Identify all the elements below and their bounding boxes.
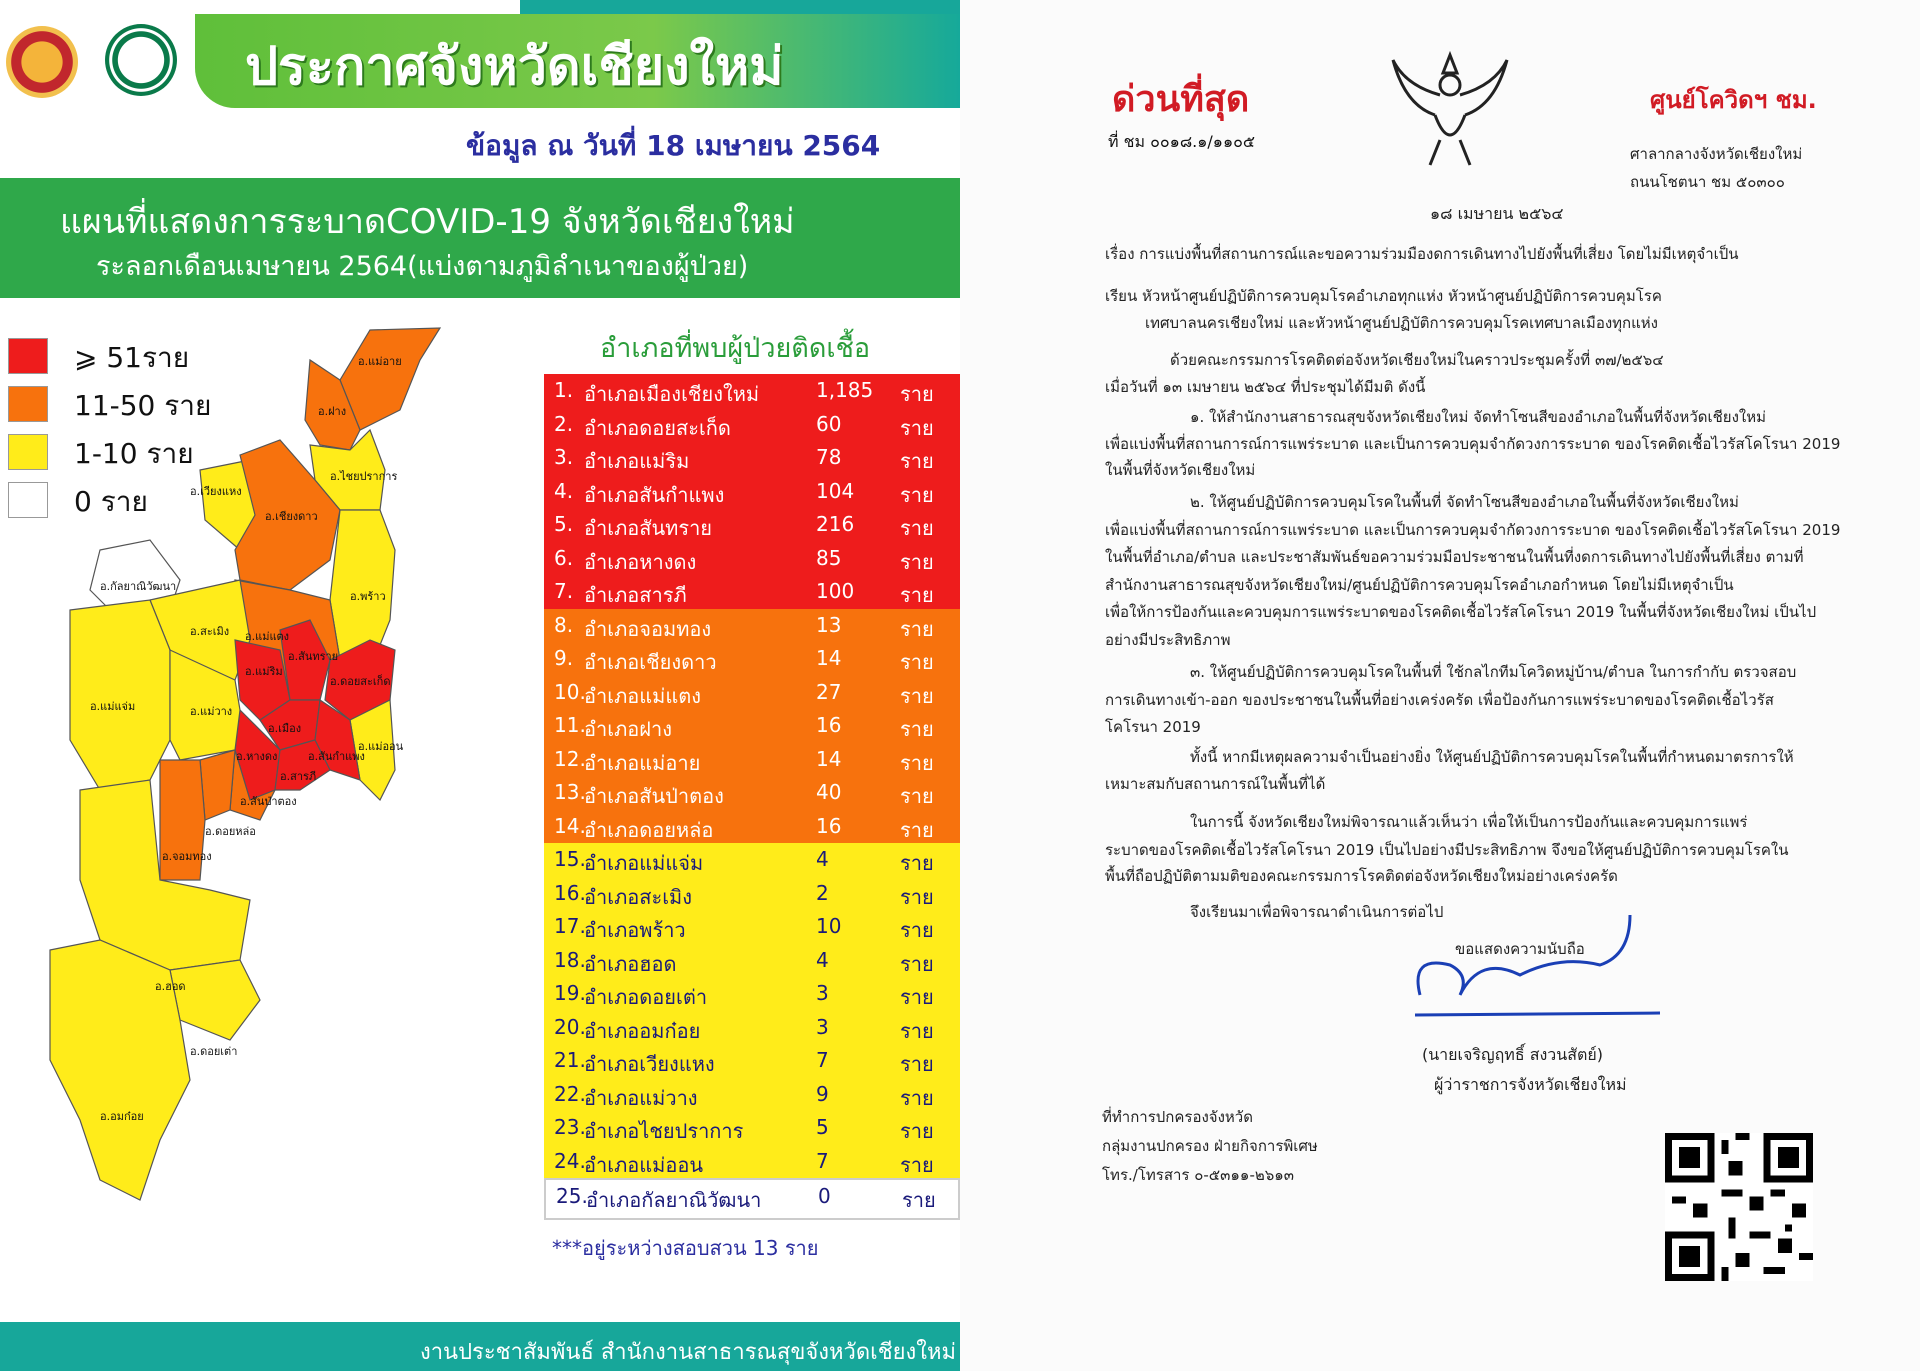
table-row — [544, 542, 960, 576]
district-name: อำเภอจอมทอง — [584, 616, 712, 641]
map-label-doi-tao: อ.ดอยเต่า — [190, 1045, 238, 1058]
table-row — [544, 843, 960, 877]
unit-label: ราย — [900, 382, 934, 406]
case-count: 40 — [816, 780, 842, 804]
case-count: 100 — [816, 579, 855, 603]
map-label-san-pa-tong: อ.สันป่าตอง — [240, 795, 297, 808]
map-label-chai-prakan: อ.ไชยปราการ — [330, 470, 398, 483]
office-line: ศาลากลางจังหวัดเชียงใหม่ — [1630, 145, 1803, 163]
district-name: อำเภอฮอด — [584, 951, 677, 976]
body-line: ๓. ให้ศูนย์ปฏิบัติการควบคุมโรคในพื้นที่ ใช้กลไกทีมโควิดหมู่บ้าน/ตำบล ในการกำกับ ตรวจสอบ — [1190, 663, 1797, 681]
case-count: 10 — [816, 914, 842, 938]
contact-line: กลุ่มงานปกครอง ฝ่ายกิจการพิเศษ — [1102, 1137, 1318, 1155]
map-label-doi-lo: อ.ดอยหล่อ — [205, 825, 256, 838]
row-number: 17. — [554, 914, 586, 938]
unit-label: ราย — [900, 415, 934, 440]
row-number: 14. — [554, 813, 586, 838]
table-row — [544, 408, 960, 442]
body-line: เพื่อแบ่งพื้นที่สถานการณ์การแพร่ระบาด และเป็นการควบคุมจำกัดวงการระบาด ของโรคติดเชื้อไวรัสโคโรนา 2019 — [1105, 521, 1841, 539]
map-label-kalayani: อ.กัลยาณิวัฒนา — [100, 580, 177, 593]
district-name: อำเภอดอยเต่า — [584, 985, 708, 1009]
district-doi-tao — [170, 960, 260, 1040]
row-number: 20. — [554, 1014, 586, 1039]
map-label-phrao: อ.พร้าว — [350, 590, 386, 603]
body-line: เหมาะสมกับสถานการณ์ในพื้นที่ได้ — [1105, 775, 1326, 793]
row-number: 21. — [554, 1048, 586, 1072]
row-number: 8. — [554, 612, 574, 637]
table-title: อำเภอที่พบผู้ป่วยติดเชื้อ — [600, 333, 871, 364]
covid-center-stamp: ศูนย์โควิดฯ ชม. — [1650, 86, 1817, 114]
map-label-omkoi: อ.อมก๋อย — [100, 1110, 144, 1123]
table-row — [544, 1078, 960, 1112]
public-health-logo — [105, 24, 177, 96]
table-row — [544, 441, 960, 475]
district-table — [544, 374, 960, 1220]
row-number: 6. — [554, 545, 574, 570]
unit-label: ราย — [900, 784, 934, 808]
urgent-stamp: ด่วนที่สุด — [1112, 78, 1250, 120]
table-row — [544, 1178, 960, 1220]
table-row — [544, 1011, 960, 1045]
footer-band — [0, 1322, 960, 1371]
title-banner — [195, 14, 960, 108]
closing-salutation: ขอแสดงความนับถือ — [1455, 940, 1585, 958]
row-number: 11. — [554, 713, 586, 737]
garuda-emblem-icon — [1385, 45, 1515, 175]
case-count: 2 — [816, 880, 829, 905]
body-line: ๒. ให้ศูนย์ปฏิบัติการควบคุมโรคในพื้นที่ จัดทำโซนสีของอำเภอในพื้นที่จังหวัดเชียงใหม่ — [1190, 493, 1739, 511]
map-label-saraphi: อ.สารภี — [280, 770, 317, 783]
case-count: 3 — [816, 1014, 829, 1039]
case-count: 14 — [816, 646, 842, 670]
map-label-san-kamphaeng: อ.สันกำแพง — [308, 750, 365, 763]
row-number: 7. — [554, 579, 574, 603]
row-number: 1. — [554, 378, 574, 402]
map-label-hang-dong: อ.หางดง — [236, 750, 278, 763]
signer-title: ผู้ว่าราชการจังหวัดเชียงใหม่ — [1434, 1075, 1627, 1094]
row-number: 13. — [554, 780, 586, 804]
map-subtitle: ระลอกเดือนเมษายน 2564(แบ่งตามภูมิลำเนาของผู้ป่วย) — [96, 251, 749, 282]
district-omkoi — [50, 940, 190, 1200]
unit-label: ราย — [900, 951, 934, 976]
body-line: โคโรนา 2019 — [1105, 718, 1201, 736]
map-label-fang: อ.ฝาง — [318, 405, 347, 418]
body-line: ในพื้นที่อำเภอ/ตำบล และประชาสัมพันธ์ขอความร่วมมือประชาชนในพื้นที่งดการเดินทางไปยังพื้นที่เสี่ยง ตามที่ — [1105, 548, 1804, 566]
map-label-mae-chaem: อ.แม่แจ่ม — [90, 700, 136, 713]
district-name: อำเภอหางดง — [584, 549, 697, 574]
unit-label: ราย — [900, 549, 934, 574]
case-count: 216 — [816, 512, 855, 536]
district-name: อำเภอดอยสะเก็ด — [584, 415, 731, 440]
body-line: ในพื้นที่จังหวัดเชียงใหม่ — [1105, 461, 1256, 479]
case-count: 0 — [818, 1184, 831, 1208]
district-name: อำเภอแม่ออน — [584, 1152, 704, 1177]
unit-label: ราย — [900, 1152, 934, 1177]
unit-label: ราย — [900, 482, 934, 507]
unit-label: ราย — [900, 1052, 934, 1076]
district-name: อำเภอสันทราย — [584, 516, 713, 540]
official-letter — [960, 0, 1920, 1371]
unit-label: ราย — [900, 516, 934, 540]
unit-label: ราย — [900, 851, 934, 875]
case-count: 7 — [816, 1148, 829, 1173]
map-label-doi-saket: อ.ดอยสะเก็ด — [330, 675, 391, 688]
body-line: ในการนี้ จังหวัดเชียงใหม่พิจารณาแล้วเห็นว่า เพื่อให้เป็นการป้องกันและควบคุมการแพร่ — [1190, 813, 1748, 831]
case-count: 14 — [816, 746, 842, 771]
legend-label: 0 ราย — [74, 485, 148, 518]
table-row — [544, 944, 960, 978]
map-title: แผนที่แสดงการระบาดCOVID-19 จังหวัดเชียงใหม่ — [60, 202, 795, 242]
row-number: 23. — [554, 1115, 586, 1139]
row-number: 5. — [554, 512, 574, 536]
signature-icon — [1400, 895, 1680, 1025]
map-label-mueang: อ.เมือง — [268, 722, 302, 735]
row-number: 9. — [554, 646, 574, 670]
contact-line: ที่ทำการปกครองจังหวัด — [1102, 1108, 1253, 1126]
table-row — [544, 776, 960, 810]
unit-label: ราย — [900, 583, 934, 607]
district-name: อำเภอพร้าว — [584, 918, 686, 942]
district-name: อำเภอสารภี — [584, 583, 687, 607]
signer-name: (นายเจริญฤทธิ์ สงวนสัตย์) — [1422, 1045, 1603, 1064]
subject-line: เรื่อง การแบ่งพื้นที่สถานการณ์และขอความร่วมมืองดการเดินทางไปยังพื้นที่เสี่ยง โดยไม่มีเหตุจำเป็น — [1105, 245, 1739, 263]
table-row — [544, 475, 960, 509]
row-number: 19. — [554, 981, 586, 1005]
district-name: อำเภอแม่แตง — [584, 683, 701, 708]
body-line: เพื่อแบ่งพื้นที่สถานการณ์การแพร่ระบาด และเป็นการควบคุมจำกัดวงการระบาด ของโรคติดเชื้อไวรัสโคโรนา 2019 — [1105, 435, 1841, 453]
unit-label: ราย — [900, 1119, 934, 1143]
district-name: อำเภอเมืองเชียงใหม่ — [584, 382, 760, 406]
case-count: 78 — [816, 445, 842, 469]
district-map — [40, 320, 540, 1270]
unit-label: ราย — [900, 449, 934, 473]
district-name: อำเภอกัลยาณิวัฒนา — [586, 1188, 762, 1212]
unit-label: ราย — [900, 985, 934, 1009]
case-count: 4 — [816, 847, 829, 871]
legend-label: ⩾ 51ราย — [74, 341, 190, 374]
map-label-mae-ai: อ.แม่อาย — [358, 355, 402, 368]
map-label-hot: อ.ฮอด — [155, 980, 186, 993]
table-row — [544, 609, 960, 643]
body-line: พื้นที่ถือปฏิบัติตามมติของคณะกรรมการโรคติดต่อจังหวัดเชียงใหม่อย่างเคร่งครัด — [1105, 867, 1618, 885]
row-number: 2. — [554, 411, 574, 436]
row-number: 3. — [554, 445, 574, 469]
map-title-band — [0, 178, 960, 298]
map-label-wiang-haeng: อ.เวียงแหง — [190, 485, 242, 498]
case-count: 9 — [816, 1081, 829, 1106]
row-number: 25. — [556, 1184, 588, 1208]
row-number: 10. — [554, 679, 586, 704]
banner-title: ประกาศจังหวัดเชียงใหม่ — [245, 37, 784, 97]
data-date: ข้อมูล ณ วันที่ 18 เมษายน 2564 — [466, 129, 881, 162]
row-number: 15. — [554, 847, 586, 871]
body-line: การเดินทางเข้า-ออก ของประชาชนในพื้นที่อย่างเคร่งครัด เพื่อป้องกันการแพร่ระบาดของโรคติดเชื้อไวรัส — [1105, 691, 1774, 709]
document-number: ที่ ชม ๐๐๑๘.๑/๑๑๐๕ — [1108, 132, 1255, 151]
case-count: 104 — [816, 478, 855, 503]
table-row — [544, 508, 960, 542]
unit-label: ราย — [900, 683, 934, 708]
case-count: 13 — [816, 612, 842, 637]
district-name: อำเภอสันกำแพง — [584, 482, 725, 507]
qr-code-icon[interactable] — [1665, 1133, 1813, 1281]
table-row — [544, 1111, 960, 1145]
district-name: อำเภอฝาง — [584, 717, 672, 741]
district-name: อำเภอสะเมิง — [584, 884, 693, 909]
table-row — [544, 575, 960, 609]
unit-label: ราย — [900, 884, 934, 909]
case-count: 85 — [816, 545, 842, 570]
district-name: อำเภอไชยปราการ — [584, 1119, 744, 1143]
map-label-mae-taeng: อ.แม่แตง — [245, 630, 290, 643]
case-count: 4 — [816, 947, 829, 972]
district-doi-lo — [200, 750, 235, 820]
body-line: เพื่อให้การป้องกันและควบคุมการแพร่ระบาดของโรคติดเชื้อไวรัสโคโรนา 2019 ในพื้นที่จังหวัดเชียงใหม่ เป็นไป — [1105, 603, 1817, 621]
map-label-mae-on: อ.แม่ออน — [358, 740, 404, 753]
footer-credit: งานประชาสัมพันธ์ สำนักงานสาธารณสุขจังหวัดเชียงใหม่ — [419, 1340, 956, 1365]
body-line: จึงเรียนมาเพื่อพิจารณาดำเนินการต่อไป — [1190, 903, 1444, 921]
unit-label: ราย — [900, 1085, 934, 1110]
map-label-chom-thong: อ.จอมทอง — [162, 850, 212, 863]
district-name: อำเภอดอยหล่อ — [584, 817, 714, 842]
table-row — [544, 1044, 960, 1078]
case-count: 60 — [816, 411, 842, 436]
unit-label: ราย — [900, 817, 934, 842]
table-row — [544, 743, 960, 777]
table-row — [544, 810, 960, 844]
district-name: อำเภอแม่ริม — [584, 449, 690, 473]
case-count: 1,185 — [816, 378, 874, 402]
contact-line: โทร./โทรสาร ๐-๕๓๑๑-๒๖๑๓ — [1102, 1166, 1295, 1184]
office-address — [1630, 140, 1802, 196]
table-row — [544, 977, 960, 1011]
row-number: 24. — [554, 1148, 586, 1173]
body-line: ทั้งนี้ หากมีเหตุผลความจำเป็นอย่างยิ่ง ให้ศูนย์ปฏิบัติการควบคุมโรคในพื้นที่กำหนดมาตรการให้ — [1190, 748, 1794, 766]
table-row — [544, 709, 960, 743]
table-row — [544, 877, 960, 911]
case-count: 7 — [816, 1048, 829, 1072]
map-label-mae-wang: อ.แม่วาง — [190, 705, 233, 718]
unit-label: ราย — [900, 616, 934, 641]
row-number: 4. — [554, 478, 574, 503]
case-count: 5 — [816, 1115, 829, 1139]
pending-investigation-note: ***อยู่ระหว่างสอบสวน 13 ราย — [552, 1236, 819, 1260]
table-row — [544, 676, 960, 710]
body-line: ระบาดของโรคติดเชื้อไวรัสโคโรนา 2019 เป็นไปอย่างมีประสิทธิภาพ จึงขอให้ศูนย์ปฏิบัติการควบคุมโรคใน — [1105, 841, 1789, 859]
district-name: อำเภอแม่แจ่ม — [584, 851, 704, 875]
district-name: อำเภออมก๋อย — [584, 1018, 701, 1043]
row-number: 12. — [554, 746, 586, 771]
row-number: 22. — [554, 1081, 586, 1106]
body-line: อย่างมีประสิทธิภาพ — [1105, 631, 1231, 649]
case-count: 3 — [816, 981, 829, 1005]
recipient-line: เรียน หัวหน้าศูนย์ปฏิบัติการควบคุมโรคอำเภอทุกแห่ง หัวหน้าศูนย์ปฏิบัติการควบคุมโรค — [1105, 287, 1662, 305]
contact-block — [1102, 1103, 1318, 1190]
district-mae-ai — [340, 328, 440, 430]
map-label-chiang-dao: อ.เชียงดาว — [265, 510, 318, 523]
table-row — [544, 910, 960, 944]
office-line: ถนนโชตนา ชม ๕๐๓๐๐ — [1630, 173, 1785, 191]
map-label-samoeng: อ.สะเมิง — [190, 625, 230, 638]
unit-label: ราย — [900, 650, 934, 674]
provincial-seal-logo — [6, 26, 78, 98]
body-line: สำนักงานสาธารณสุขจังหวัดเชียงใหม่/ศูนย์ปฏิบัติการควบคุมโรคอำเภอกำหนด โดยไม่มีเหตุจำเป็น — [1105, 576, 1734, 594]
case-count: 16 — [816, 713, 842, 737]
map-label-mae-rim: อ.แม่ริม — [245, 665, 283, 678]
district-name: อำเภอแม่อาย — [584, 750, 701, 775]
body-line: เมื่อวันที่ ๑๓ เมษายน ๒๕๖๔ ที่ประชุมได้มีมติ ดังนี้ — [1105, 378, 1426, 396]
district-name: อำเภอเวียงแหง — [584, 1052, 715, 1076]
district-name: อำเภอแม่วาง — [584, 1085, 698, 1110]
district-mae-chaem — [70, 600, 170, 790]
legend-label: 1-10 ราย — [74, 437, 194, 470]
unit-label: ราย — [900, 717, 934, 741]
unit-label: ราย — [902, 1188, 936, 1212]
table-row — [544, 642, 960, 676]
table-row — [544, 1145, 960, 1179]
body-line: ด้วยคณะกรรมการโรคติดต่อจังหวัดเชียงใหม่ในคราวประชุมครั้งที่ ๓๗/๒๕๖๔ — [1170, 351, 1664, 369]
legend-label: 11-50 ราย — [74, 389, 212, 422]
unit-label: ราย — [900, 918, 934, 942]
map-label-san-sai: อ.สันทราย — [288, 650, 339, 663]
case-count: 16 — [816, 813, 842, 838]
unit-label: ราย — [900, 1018, 934, 1043]
row-number: 16. — [554, 880, 586, 905]
unit-label: ราย — [900, 750, 934, 775]
district-name: อำเภอสันป่าตอง — [584, 784, 724, 808]
case-count: 27 — [816, 679, 842, 704]
table-row — [544, 374, 960, 408]
body-line: ๑. ให้สำนักงานสาธารณสุขจังหวัดเชียงใหม่ จัดทำโซนสีของอำเภอในพื้นที่จังหวัดเชียงใหม่ — [1190, 408, 1766, 426]
district-name: อำเภอเชียงดาว — [584, 650, 717, 674]
document-date: ๑๘ เมษายน ๒๕๖๔ — [1430, 204, 1564, 223]
recipient-line: เทศบาลนครเชียงใหม่ และหัวหน้าศูนย์ปฏิบัติการควบคุมโรคเทศบาลเมืองทุกแห่ง — [1145, 314, 1658, 332]
row-number: 18. — [554, 947, 586, 972]
